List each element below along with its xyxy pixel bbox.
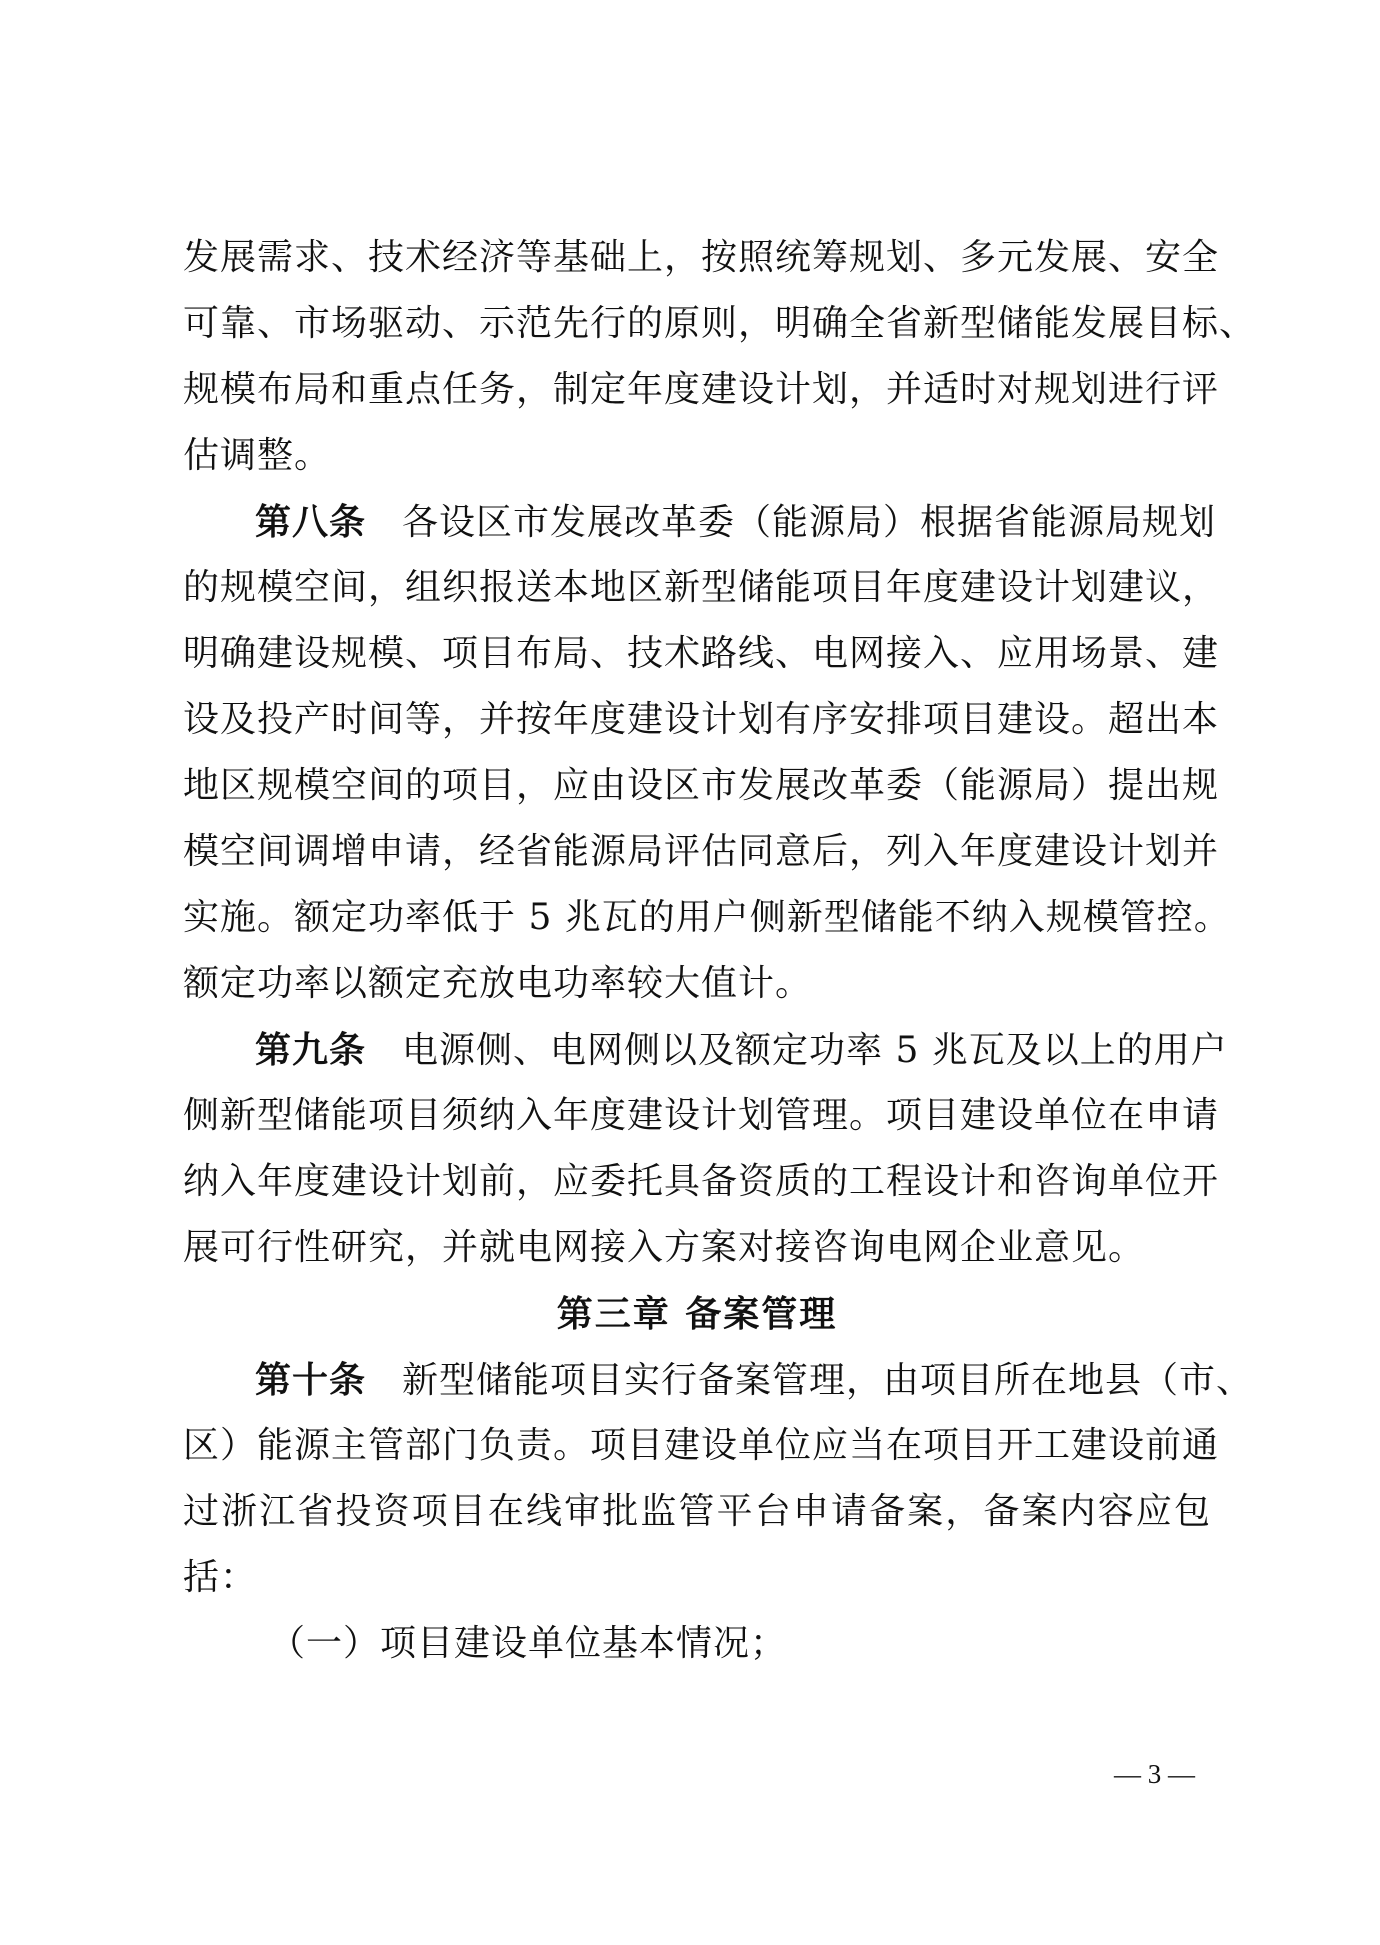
text-line: 实施。额定功率低于 5 兆瓦的用户侧新型储能不纳入规模管控。: [183, 897, 1231, 938]
text-line: 地区规模空间的项目，应由设区市发展改革委（能源局）提出规: [183, 765, 1220, 806]
text-line: 估调整。: [183, 435, 332, 476]
text-line: 设及投产时间等，并按年度建设计划有序安排项目建设。超出本: [183, 699, 1220, 740]
text-line: 纳入年度建设计划前，应委托具备资质的工程设计和咨询单位开: [183, 1161, 1220, 1202]
text-line: 侧新型储能项目须纳入年度建设计划管理。项目建设单位在申请: [183, 1095, 1220, 1136]
article-10-first-line: [183, 1347, 1254, 1413]
text-line: 的规模空间，组织报送本地区新型储能项目年度建设计划建议，: [183, 567, 1220, 608]
text-line: 展可行性研究，并就电网接入方案对接咨询电网企业意见。: [183, 1227, 1146, 1268]
text-line: 区）能源主管部门负责。项目建设单位应当在项目开工建设前通: [183, 1425, 1220, 1466]
document-body: [183, 225, 1257, 1677]
text-line: 规模布局和重点任务，制定年度建设计划，并适时对规划进行评: [183, 369, 1220, 410]
article-8-first-line: [183, 489, 1217, 555]
text-line: 括：: [183, 1557, 258, 1598]
article-9-first-line: [183, 1017, 1228, 1083]
text-span: 各设区市发展改革委（能源局）根据省能源局规划: [402, 502, 1217, 543]
list-item: （一）项目建设单位基本情况；: [269, 1623, 788, 1664]
article-9-heading: 第九条: [255, 1029, 367, 1071]
text-line: 可靠、市场驱动、示范先行的原则，明确全省新型储能发展目标、: [183, 303, 1257, 344]
text-line: 发展需求、技术经济等基础上，按照统筹规划、多元发展、安全: [183, 237, 1220, 278]
article-10-heading: 第十条: [255, 1359, 367, 1401]
text-line: 过浙江省投资项目在线审批监管平台申请备案，备案内容应包: [183, 1491, 1211, 1532]
text-line: 额定功率以额定充放电功率较大值计。: [183, 963, 813, 1004]
text-span: 电源侧、电网侧以及额定功率 5 兆瓦及以上的用户: [402, 1030, 1228, 1071]
article-8-heading: 第八条: [255, 501, 367, 543]
text-line: 模空间调增申请，经省能源局评估同意后，列入年度建设计划并: [183, 831, 1220, 872]
text-span: 新型储能项目实行备案管理，由项目所在地县（市、: [402, 1360, 1254, 1401]
chapter-title: 第三章 备案管理: [556, 1293, 838, 1335]
text-line: 明确建设规模、项目布局、技术路线、电网接入、应用场景、建: [183, 633, 1220, 674]
page-number: — 3 —: [1114, 1759, 1195, 1789]
